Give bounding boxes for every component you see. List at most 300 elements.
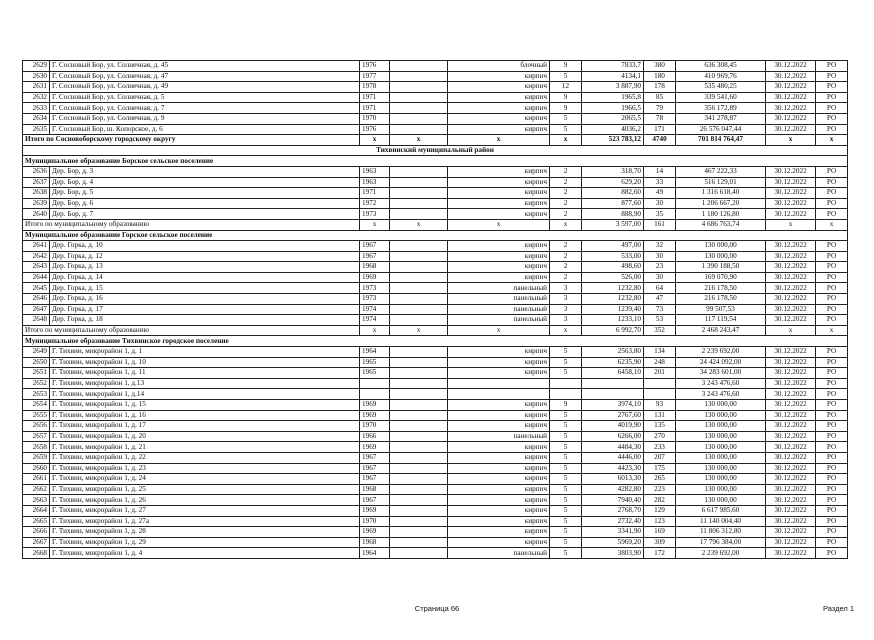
- area-cell: 2767,60: [582, 410, 644, 421]
- section-title: Муниципальное образование Тихвинское городское поселение: [23, 336, 848, 347]
- material-cell: кирпич: [448, 474, 550, 485]
- table-row: [23, 357, 848, 368]
- area-cell: 526,00: [582, 272, 644, 283]
- address-cell: Дер. Горка, д. 18: [50, 315, 360, 326]
- residents-cell: 282: [644, 495, 676, 506]
- source-cell: РО: [816, 537, 848, 548]
- table-row: [23, 463, 848, 474]
- residents-cell: 175: [644, 463, 676, 474]
- cost-cell: 341 278,87: [676, 113, 766, 124]
- extra-year-cell: [390, 410, 448, 421]
- year-cell: 1973: [360, 283, 390, 294]
- extra-year-cell: [390, 527, 448, 538]
- cost-cell: 130 000,00: [676, 474, 766, 485]
- extra-year-cell: [390, 452, 448, 463]
- table-row: [23, 124, 848, 135]
- date-cell: 30.12.2022: [766, 357, 816, 368]
- material-cell: кирпич: [448, 188, 550, 199]
- extra-year-cell: [390, 389, 448, 400]
- area-cell: 1239,40: [582, 304, 644, 315]
- residents-cell: 233: [644, 442, 676, 453]
- address-cell: Г. Сосновый Бор, ул. Солнечная, д. 45: [50, 61, 360, 72]
- total-floors: x: [550, 135, 582, 146]
- cost-cell: 130 000,00: [676, 495, 766, 506]
- year-cell: 1966: [360, 431, 390, 442]
- table-row: [23, 421, 848, 432]
- row-number: 2636: [23, 166, 50, 177]
- year-cell: 1967: [360, 251, 390, 262]
- date-cell: 30.12.2022: [766, 548, 816, 559]
- page-number: Страница 66: [414, 604, 460, 613]
- table-row: [23, 198, 848, 209]
- extra-year-cell: [390, 516, 448, 527]
- total-extra: x: [390, 135, 448, 146]
- source-cell: РО: [816, 103, 848, 114]
- residents-cell: 171: [644, 124, 676, 135]
- year-cell: 1969: [360, 505, 390, 516]
- floors-cell: [550, 389, 582, 400]
- total-year: x: [360, 135, 390, 146]
- source-cell: РО: [816, 516, 848, 527]
- address-cell: Г. Тихвин, микрорайон 1, д. 10: [50, 357, 360, 368]
- address-cell: Г. Тихвин, микрорайон 1, д. 22: [50, 452, 360, 463]
- extra-year-cell: [390, 61, 448, 72]
- extra-year-cell: [390, 357, 448, 368]
- material-cell: кирпич: [448, 347, 550, 358]
- source-cell: РО: [816, 188, 848, 199]
- date-cell: 30.12.2022: [766, 537, 816, 548]
- extra-year-cell: [390, 400, 448, 411]
- cost-cell: 99 507,53: [676, 304, 766, 315]
- total-source: x: [816, 135, 848, 146]
- row-number: 2642: [23, 251, 50, 262]
- extra-year-cell: [390, 283, 448, 294]
- residents-cell: 223: [644, 484, 676, 495]
- floors-cell: 2: [550, 209, 582, 220]
- cost-cell: 130 000,00: [676, 452, 766, 463]
- district-header-row: [23, 145, 848, 156]
- row-number: 2663: [23, 495, 50, 506]
- row-number: 2659: [23, 452, 50, 463]
- address-cell: Г. Тихвин, микрорайон 1, д. 20: [50, 431, 360, 442]
- total-year: x: [360, 325, 390, 336]
- material-cell: кирпич: [448, 272, 550, 283]
- table-row: [23, 431, 848, 442]
- address-cell: Г. Сосновый Бор, ул. Солнечная, д. 5: [50, 92, 360, 103]
- material-cell: кирпич: [448, 103, 550, 114]
- date-cell: 30.12.2022: [766, 463, 816, 474]
- source-cell: РО: [816, 166, 848, 177]
- address-cell: Г. Сосновый Бор, ул. Солнечная, д. 47: [50, 71, 360, 82]
- address-cell: Г. Тихвин, микрорайон 1, д. 15: [50, 400, 360, 411]
- table-row: [23, 474, 848, 485]
- total-extra: x: [390, 219, 448, 230]
- row-number: 2656: [23, 421, 50, 432]
- residents-cell: 78: [644, 113, 676, 124]
- extra-year-cell: [390, 113, 448, 124]
- address-cell: Дер. Бор, д. 4: [50, 177, 360, 188]
- date-cell: 30.12.2022: [766, 304, 816, 315]
- cost-cell: 2 239 692,00: [676, 548, 766, 559]
- total-residents: 4740: [644, 135, 676, 146]
- material-cell: кирпич: [448, 357, 550, 368]
- date-cell: 30.12.2022: [766, 400, 816, 411]
- extra-year-cell: [390, 463, 448, 474]
- floors-cell: 5: [550, 357, 582, 368]
- table-row: [23, 251, 848, 262]
- year-cell: 1971: [360, 188, 390, 199]
- extra-year-cell: [390, 421, 448, 432]
- row-number: 2641: [23, 241, 50, 252]
- total-year: x: [360, 219, 390, 230]
- table-row: [23, 378, 848, 389]
- floors-cell: 5: [550, 113, 582, 124]
- row-number: 2638: [23, 188, 50, 199]
- row-number: 2654: [23, 400, 50, 411]
- source-cell: РО: [816, 442, 848, 453]
- floors-cell: 2: [550, 166, 582, 177]
- area-cell: 4134,1: [582, 71, 644, 82]
- source-cell: РО: [816, 177, 848, 188]
- cost-cell: 216 178,50: [676, 294, 766, 305]
- year-cell: 1967: [360, 463, 390, 474]
- year-cell: 1965: [360, 368, 390, 379]
- year-cell: [360, 389, 390, 400]
- cost-cell: 26 576 047,44: [676, 124, 766, 135]
- table-row: [23, 188, 848, 199]
- address-cell: Г. Тихвин, микрорайон 1, д. 4: [50, 548, 360, 559]
- row-number: 2635: [23, 124, 50, 135]
- date-cell: 30.12.2022: [766, 368, 816, 379]
- total-material: x: [448, 135, 550, 146]
- district-title: Тихвинский муниципальный район: [23, 145, 848, 156]
- table-row: [23, 537, 848, 548]
- extra-year-cell: [390, 347, 448, 358]
- address-cell: Дер. Горка, д. 12: [50, 251, 360, 262]
- floors-cell: 5: [550, 124, 582, 135]
- cost-cell: 11 806 312,80: [676, 527, 766, 538]
- floors-cell: [550, 378, 582, 389]
- date-cell: 30.12.2022: [766, 262, 816, 273]
- total-material: x: [448, 325, 550, 336]
- residents-cell: 380: [644, 61, 676, 72]
- residents-cell: 85: [644, 92, 676, 103]
- total-residents: 161: [644, 219, 676, 230]
- material-cell: кирпич: [448, 71, 550, 82]
- row-number: 2657: [23, 431, 50, 442]
- source-cell: РО: [816, 421, 848, 432]
- row-number: 2633: [23, 103, 50, 114]
- extra-year-cell: [390, 71, 448, 82]
- date-cell: 30.12.2022: [766, 431, 816, 442]
- total-floors: x: [550, 219, 582, 230]
- area-cell: 629,20: [582, 177, 644, 188]
- date-cell: 30.12.2022: [766, 82, 816, 93]
- source-cell: РО: [816, 389, 848, 400]
- address-cell: Г. Тихвин, микрорайон 1, д.14: [50, 389, 360, 400]
- material-cell: кирпич: [448, 209, 550, 220]
- floors-cell: 5: [550, 368, 582, 379]
- row-number: 2650: [23, 357, 50, 368]
- cost-cell: 130 000,00: [676, 442, 766, 453]
- floors-cell: 3: [550, 283, 582, 294]
- total-extra: x: [390, 325, 448, 336]
- total-area: 3 597,00: [582, 219, 644, 230]
- year-cell: 1971: [360, 103, 390, 114]
- source-cell: РО: [816, 474, 848, 485]
- date-cell: 30.12.2022: [766, 421, 816, 432]
- extra-year-cell: [390, 82, 448, 93]
- year-cell: 1969: [360, 400, 390, 411]
- source-cell: РО: [816, 357, 848, 368]
- residents-cell: 30: [644, 251, 676, 262]
- address-cell: Г. Тихвин, микрорайон 1, д. 16: [50, 410, 360, 421]
- material-cell: кирпич: [448, 92, 550, 103]
- table-body: [23, 61, 848, 559]
- area-cell: [582, 389, 644, 400]
- year-cell: 1969: [360, 442, 390, 453]
- extra-year-cell: [390, 431, 448, 442]
- address-cell: Дер. Горка, д. 17: [50, 304, 360, 315]
- date-cell: 30.12.2022: [766, 113, 816, 124]
- address-cell: Г. Сосновый Бор, ш. Копорское, д. 6: [50, 124, 360, 135]
- date-cell: 30.12.2022: [766, 315, 816, 326]
- residents-cell: 33: [644, 177, 676, 188]
- source-cell: РО: [816, 304, 848, 315]
- source-cell: РО: [816, 113, 848, 124]
- table-row: [23, 241, 848, 252]
- area-cell: 4282,80: [582, 484, 644, 495]
- date-cell: 30.12.2022: [766, 516, 816, 527]
- residents-cell: 207: [644, 452, 676, 463]
- row-number: 2647: [23, 304, 50, 315]
- row-number: 2653: [23, 389, 50, 400]
- source-cell: РО: [816, 347, 848, 358]
- row-number: 2661: [23, 474, 50, 485]
- extra-year-cell: [390, 495, 448, 506]
- floors-cell: 9: [550, 400, 582, 411]
- year-cell: 1977: [360, 71, 390, 82]
- source-cell: РО: [816, 463, 848, 474]
- table-row: [23, 400, 848, 411]
- floors-cell: 3: [550, 304, 582, 315]
- area-cell: 1232,80: [582, 294, 644, 305]
- date-cell: 30.12.2022: [766, 495, 816, 506]
- extra-year-cell: [390, 251, 448, 262]
- residents-cell: 129: [644, 505, 676, 516]
- source-cell: РО: [816, 262, 848, 273]
- floors-cell: 5: [550, 442, 582, 453]
- residents-cell: [644, 378, 676, 389]
- material-cell: кирпич: [448, 421, 550, 432]
- floors-cell: 9: [550, 92, 582, 103]
- extra-year-cell: [390, 474, 448, 485]
- address-cell: Г. Сосновый Бор, ул. Солнечная, д. 7: [50, 103, 360, 114]
- total-material: x: [448, 219, 550, 230]
- material-cell: кирпич: [448, 198, 550, 209]
- address-cell: Г. Тихвин, микрорайон 1, д. 27а: [50, 516, 360, 527]
- floors-cell: 2: [550, 251, 582, 262]
- floors-cell: 12: [550, 82, 582, 93]
- source-cell: РО: [816, 272, 848, 283]
- area-cell: 1966,5: [582, 103, 644, 114]
- year-cell: 1967: [360, 241, 390, 252]
- material-cell: панельный: [448, 294, 550, 305]
- material-cell: кирпич: [448, 177, 550, 188]
- date-cell: 30.12.2022: [766, 474, 816, 485]
- residents-cell: 248: [644, 357, 676, 368]
- year-cell: 1978: [360, 82, 390, 93]
- floors-cell: 5: [550, 410, 582, 421]
- floors-cell: 5: [550, 527, 582, 538]
- section-title: Муниципальное образование Горское сельское поселение: [23, 230, 848, 241]
- material-cell: кирпич: [448, 452, 550, 463]
- material-cell: кирпич: [448, 241, 550, 252]
- area-cell: 2732,40: [582, 516, 644, 527]
- source-cell: РО: [816, 484, 848, 495]
- year-cell: 1973: [360, 209, 390, 220]
- table-row: [23, 209, 848, 220]
- floors-cell: 2: [550, 198, 582, 209]
- source-cell: РО: [816, 548, 848, 559]
- table-row: [23, 61, 848, 72]
- material-cell: кирпич: [448, 505, 550, 516]
- residents-cell: [644, 389, 676, 400]
- cost-cell: 130 000,00: [676, 431, 766, 442]
- total-row: [23, 325, 848, 336]
- date-cell: 30.12.2022: [766, 61, 816, 72]
- year-cell: 1964: [360, 548, 390, 559]
- source-cell: РО: [816, 71, 848, 82]
- year-cell: 1976: [360, 61, 390, 72]
- date-cell: 30.12.2022: [766, 209, 816, 220]
- table-row: [23, 103, 848, 114]
- year-cell: 1972: [360, 198, 390, 209]
- row-number: 2640: [23, 209, 50, 220]
- cost-cell: 410 969,76: [676, 71, 766, 82]
- source-cell: РО: [816, 124, 848, 135]
- extra-year-cell: [390, 537, 448, 548]
- cost-cell: 117 119,54: [676, 315, 766, 326]
- table-row: [23, 527, 848, 538]
- source-cell: РО: [816, 283, 848, 294]
- cost-cell: 467 222,33: [676, 166, 766, 177]
- extra-year-cell: [390, 188, 448, 199]
- row-number: 2655: [23, 410, 50, 421]
- date-cell: 30.12.2022: [766, 378, 816, 389]
- year-cell: 1973: [360, 294, 390, 305]
- cost-cell: 17 796 384,00: [676, 537, 766, 548]
- material-cell: кирпич: [448, 410, 550, 421]
- year-cell: 1969: [360, 272, 390, 283]
- source-cell: РО: [816, 92, 848, 103]
- extra-year-cell: [390, 272, 448, 283]
- extra-year-cell: [390, 209, 448, 220]
- total-cost: 4 686 763,74: [676, 219, 766, 230]
- material-cell: панельный: [448, 548, 550, 559]
- extra-year-cell: [390, 548, 448, 559]
- cost-cell: 169 070,90: [676, 272, 766, 283]
- material-cell: [448, 389, 550, 400]
- cost-cell: 130 000,00: [676, 241, 766, 252]
- residents-cell: 23: [644, 262, 676, 273]
- table-row: [23, 262, 848, 273]
- address-cell: Г. Тихвин, микрорайон 1, д. 25: [50, 484, 360, 495]
- cost-cell: 34 283 601,00: [676, 368, 766, 379]
- source-cell: РО: [816, 431, 848, 442]
- extra-year-cell: [390, 198, 448, 209]
- source-cell: РО: [816, 410, 848, 421]
- area-cell: 3974,10: [582, 400, 644, 411]
- extra-year-cell: [390, 505, 448, 516]
- extra-year-cell: [390, 241, 448, 252]
- row-number: 2649: [23, 347, 50, 358]
- cost-cell: 2 239 692,00: [676, 347, 766, 358]
- area-cell: 1232,80: [582, 283, 644, 294]
- register-sheet: [22, 60, 847, 559]
- total-row: [23, 135, 848, 146]
- year-cell: 1965: [360, 357, 390, 368]
- cost-cell: 130 000,00: [676, 463, 766, 474]
- row-number: 2645: [23, 283, 50, 294]
- section-header-row: [23, 230, 848, 241]
- table-row: [23, 113, 848, 124]
- table-row: [23, 294, 848, 305]
- material-cell: кирпич: [448, 484, 550, 495]
- material-cell: кирпич: [448, 527, 550, 538]
- area-cell: 882,60: [582, 188, 644, 199]
- year-cell: 1963: [360, 177, 390, 188]
- row-number: 2651: [23, 368, 50, 379]
- row-number: 2662: [23, 484, 50, 495]
- floors-cell: 9: [550, 61, 582, 72]
- area-cell: 7833,7: [582, 61, 644, 72]
- floors-cell: 5: [550, 421, 582, 432]
- area-cell: 3803,90: [582, 548, 644, 559]
- area-cell: 4446,00: [582, 452, 644, 463]
- source-cell: РО: [816, 378, 848, 389]
- cost-cell: 130 000,00: [676, 410, 766, 421]
- table-row: [23, 516, 848, 527]
- material-cell: кирпич: [448, 537, 550, 548]
- row-number: 2648: [23, 315, 50, 326]
- cost-cell: 636 308,45: [676, 61, 766, 72]
- floors-cell: 3: [550, 315, 582, 326]
- address-cell: Г. Тихвин, микрорайон 1, д. 11: [50, 368, 360, 379]
- residents-cell: 30: [644, 272, 676, 283]
- year-cell: 1963: [360, 166, 390, 177]
- row-number: 2666: [23, 527, 50, 538]
- area-cell: 4423,30: [582, 463, 644, 474]
- row-number: 2634: [23, 113, 50, 124]
- address-cell: Дер. Горка, д. 16: [50, 294, 360, 305]
- area-cell: [582, 378, 644, 389]
- row-number: 2643: [23, 262, 50, 273]
- residents-cell: 49: [644, 188, 676, 199]
- cost-cell: 11 140 004,40: [676, 516, 766, 527]
- address-cell: Г. Тихвин, микрорайон 1, д. 27: [50, 505, 360, 516]
- floors-cell: 3: [550, 294, 582, 305]
- total-date: x: [766, 219, 816, 230]
- section-title: Муниципальное образование Борское сельское поселение: [23, 156, 848, 167]
- address-cell: Дер. Бор, д. 7: [50, 209, 360, 220]
- floors-cell: 5: [550, 537, 582, 548]
- cost-cell: 130 000,00: [676, 251, 766, 262]
- table-row: [23, 92, 848, 103]
- material-cell: кирпич: [448, 368, 550, 379]
- address-cell: Г. Сосновый Бор, ул. Солнечная, д. 9: [50, 113, 360, 124]
- floors-cell: 2: [550, 262, 582, 273]
